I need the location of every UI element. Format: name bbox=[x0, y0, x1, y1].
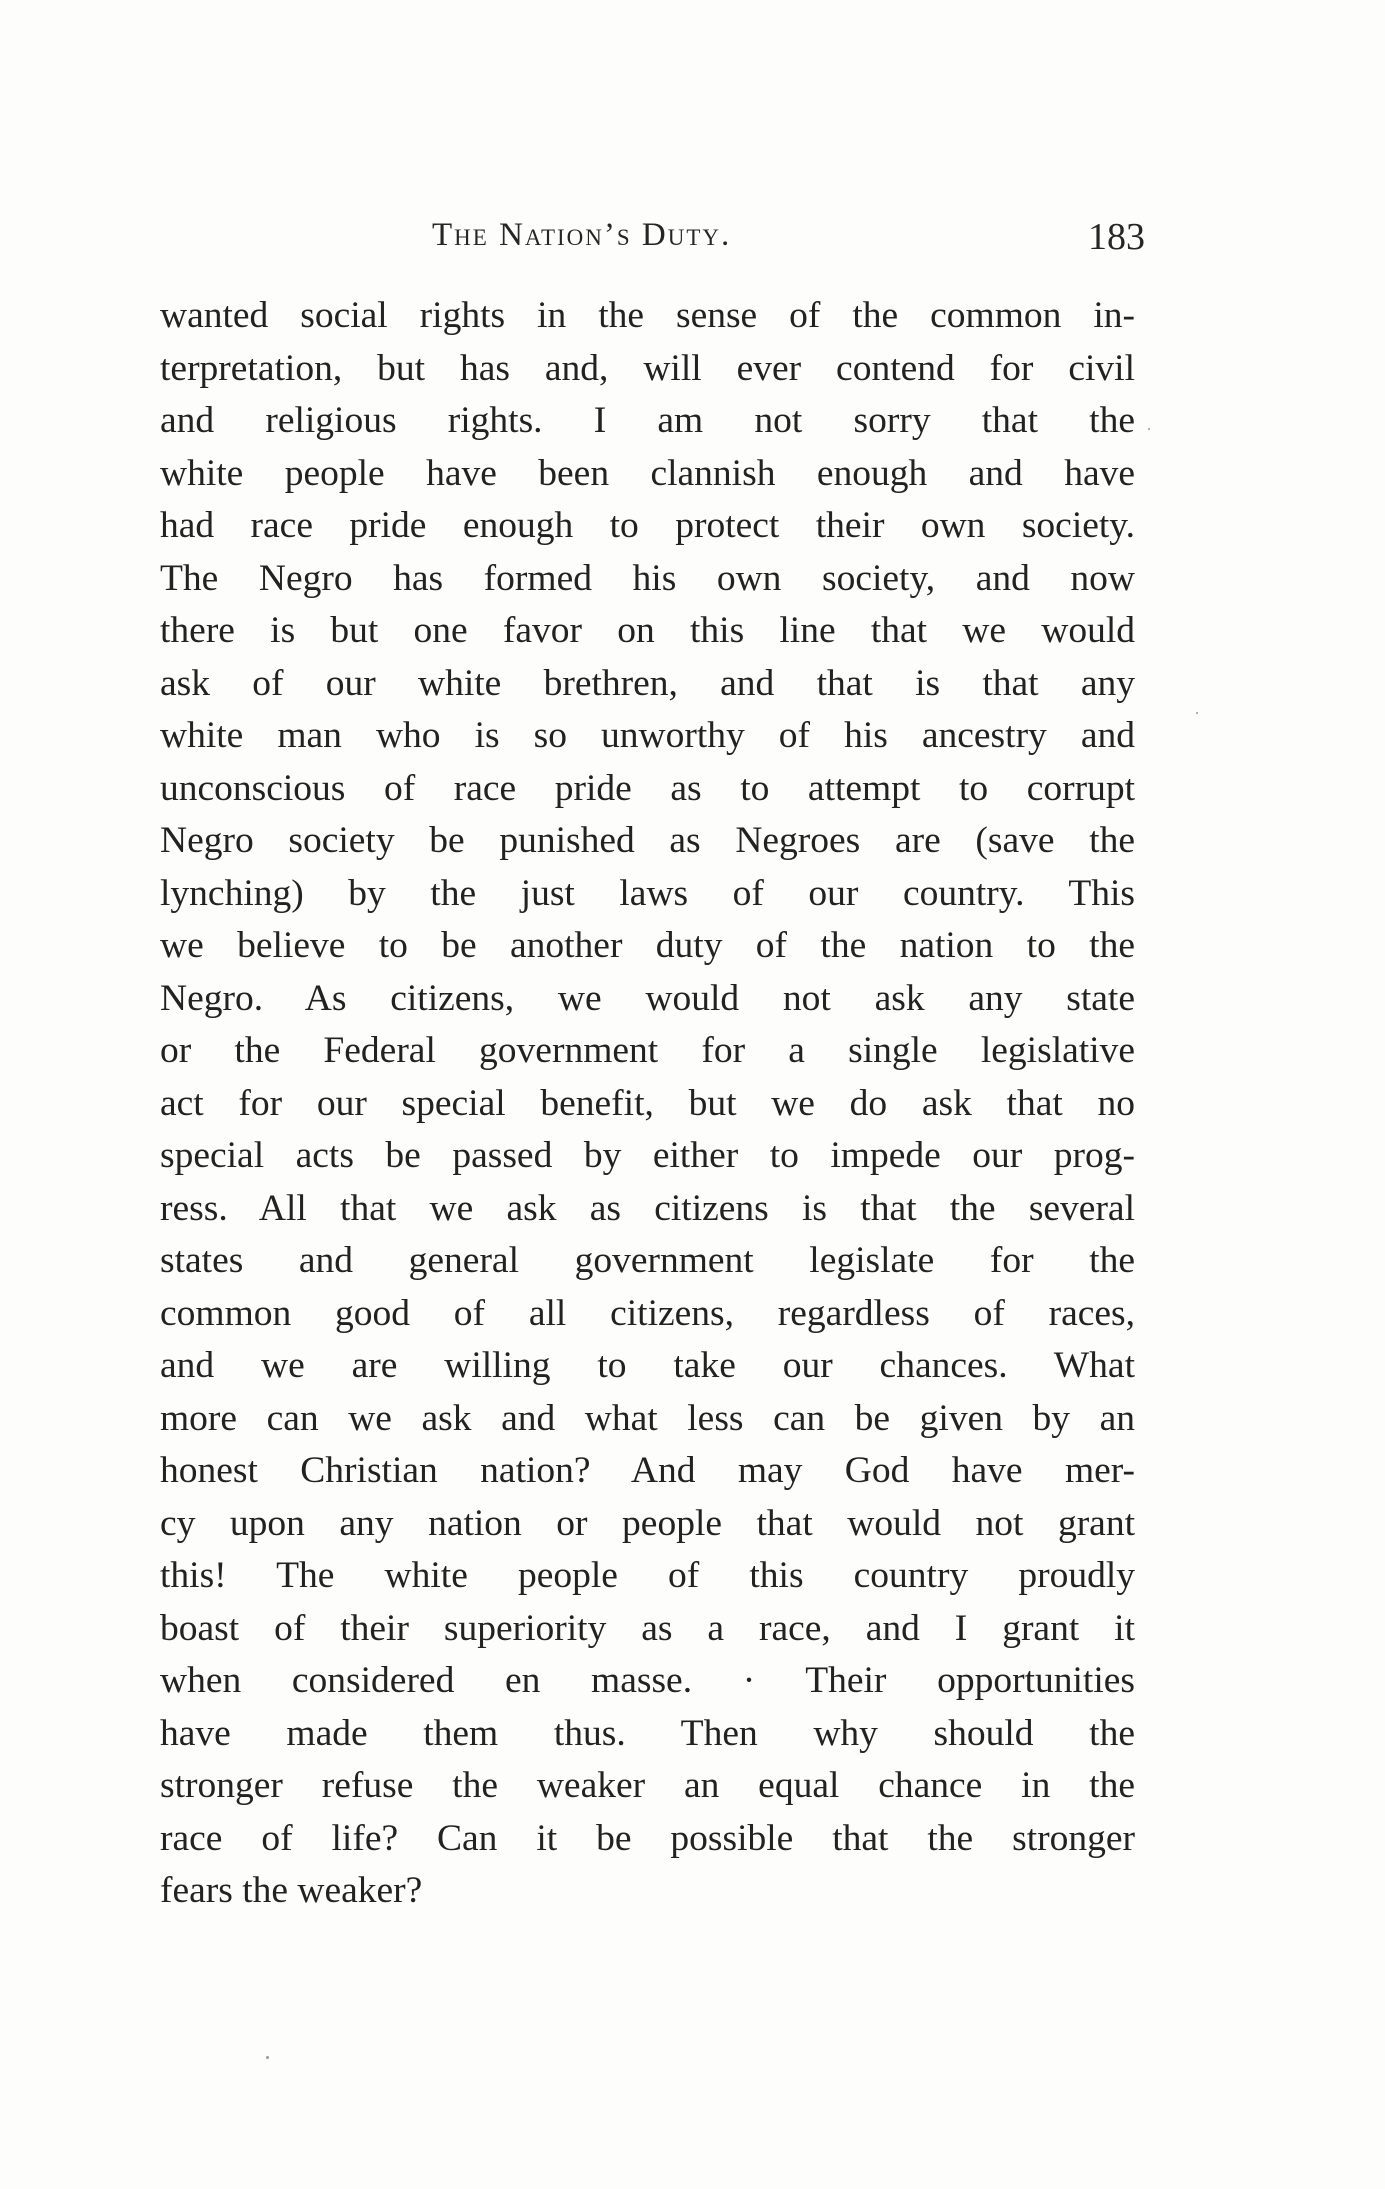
text-line: unconscious of race pride as to attempt to corrupt bbox=[160, 767, 1135, 809]
text-line: or the Federal government for a single legislative bbox=[160, 1030, 1135, 1071]
text-line: ress. All that we ask as citizens is that the several bbox=[160, 1187, 1135, 1229]
text-line: lynching) by the just laws of our country. This bbox=[160, 872, 1135, 914]
text-line: there is but one favor on this line that we would bbox=[160, 610, 1135, 651]
running-title: The Nation’s Duty. bbox=[432, 217, 732, 253]
text-line: Negro society be punished as Negroes are (save the bbox=[160, 820, 1135, 861]
body-text bbox=[160, 290, 1135, 1918]
text-line: boast of their superiority as a race, and I grant it bbox=[160, 1607, 1135, 1649]
text-line: white people have been clannish enough and have bbox=[160, 452, 1135, 494]
text-line: when considered en masse. · Their opportunities bbox=[160, 1660, 1135, 1701]
text-line-last: fears the weaker? bbox=[160, 1870, 423, 1911]
text-line: states and general government legislate for the bbox=[160, 1240, 1135, 1281]
paper-speck bbox=[266, 2056, 269, 2059]
page-number: 183 bbox=[1088, 216, 1145, 258]
text-line: and religious rights. I am not sorry that the bbox=[160, 400, 1135, 441]
text-line: had race pride enough to protect their own society. bbox=[160, 505, 1135, 546]
paper-speck bbox=[1148, 428, 1150, 430]
text-line: have made them thus. Then why should the bbox=[160, 1712, 1135, 1754]
text-line: common good of all citizens, regardless of races, bbox=[160, 1292, 1135, 1334]
text-line: terpretation, but has and, will ever contend for civil bbox=[160, 347, 1135, 389]
text-line: more can we ask and what less can be given by an bbox=[160, 1397, 1135, 1439]
text-line: and we are willing to take our chances. What bbox=[160, 1345, 1135, 1386]
text-line: honest Christian nation? And may God have mer- bbox=[160, 1450, 1135, 1491]
text-line: special acts be passed by either to impede our prog- bbox=[160, 1135, 1135, 1176]
text-line: this! The white people of this country proudly bbox=[160, 1555, 1135, 1596]
paper-speck bbox=[1196, 712, 1198, 714]
text-line: cy upon any nation or people that would not grant bbox=[160, 1502, 1135, 1544]
text-line: we believe to be another duty of the nation to the bbox=[160, 925, 1135, 966]
text-line: act for our special benefit, but we do ask that no bbox=[160, 1082, 1135, 1124]
text-line: race of life? Can it be possible that the stronger bbox=[160, 1817, 1135, 1859]
text-line: The Negro has formed his own society, and now bbox=[160, 557, 1135, 599]
text-line: stronger refuse the weaker an equal chance in the bbox=[160, 1765, 1135, 1806]
text-line: Negro. As citizens, we would not ask any state bbox=[160, 977, 1135, 1019]
text-line: white man who is so unworthy of his ancestry and bbox=[160, 715, 1135, 756]
text-line: wanted social rights in the sense of the common in- bbox=[160, 295, 1135, 336]
text-line: ask of our white brethren, and that is that any bbox=[160, 662, 1135, 704]
running-head bbox=[160, 215, 1155, 265]
